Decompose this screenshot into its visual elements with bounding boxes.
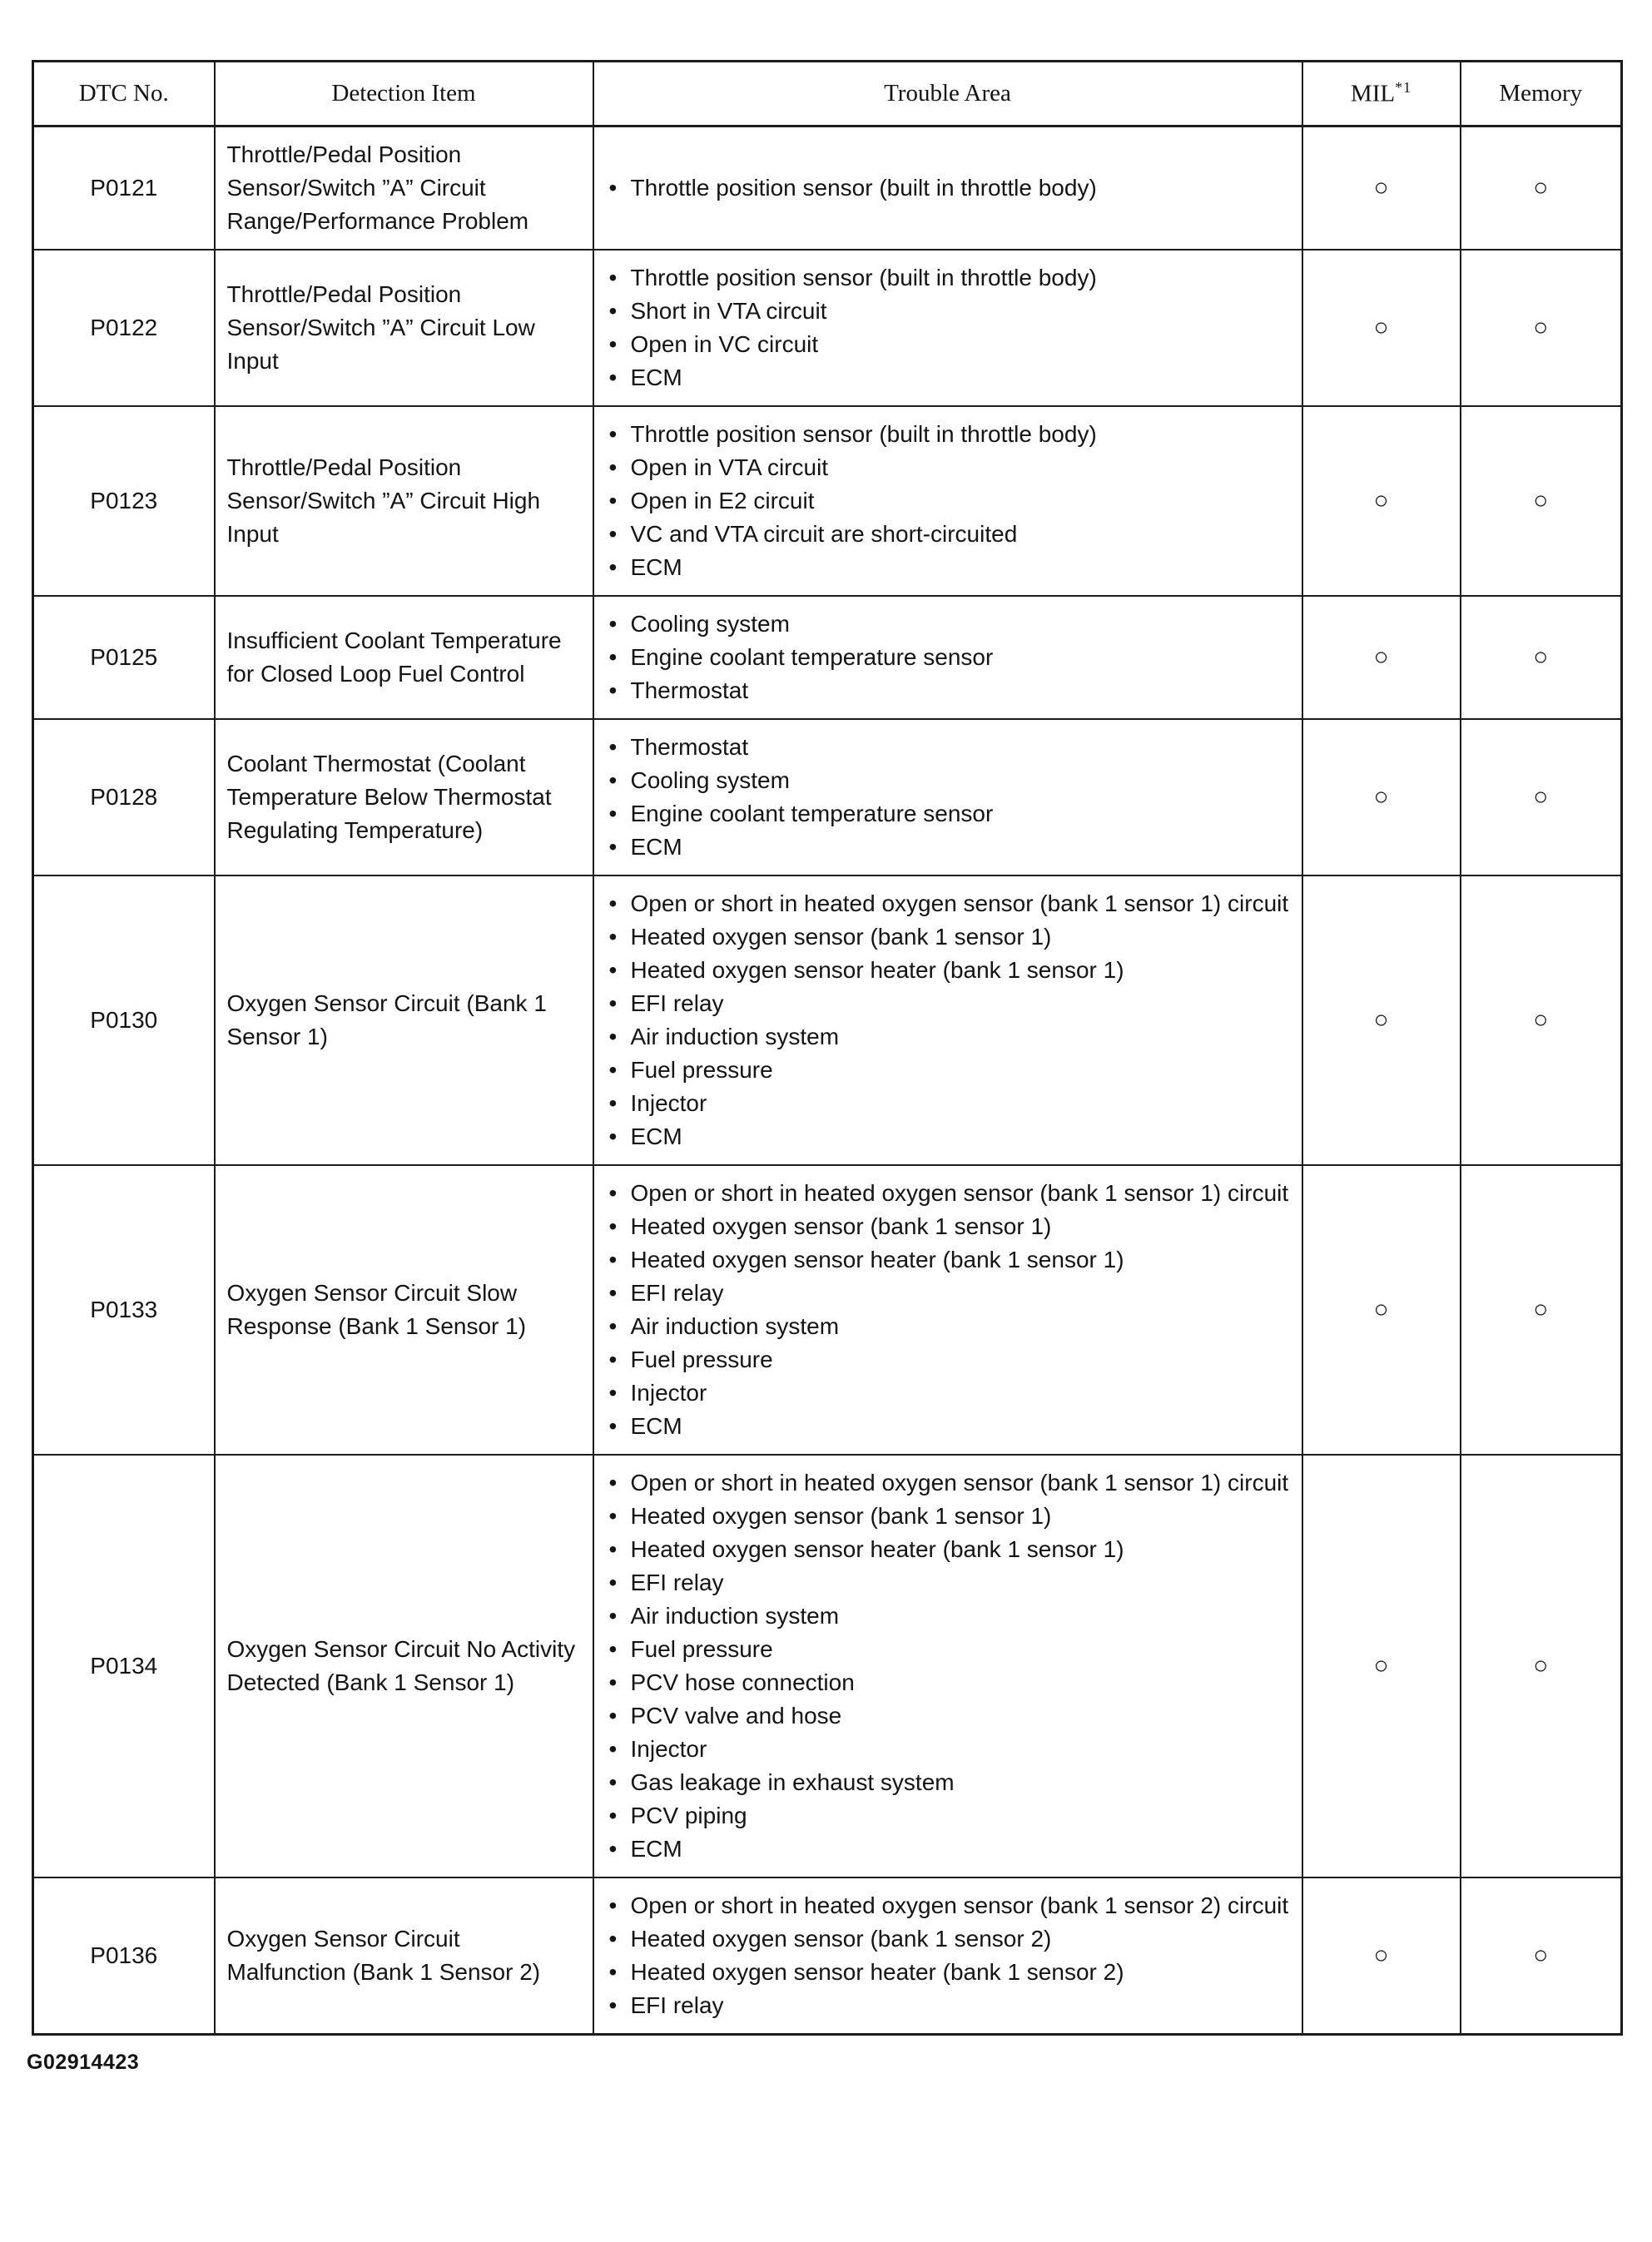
trouble-area-cell	[593, 406, 1302, 596]
bullet-icon: •	[608, 1635, 618, 1662]
detection-item-cell	[215, 406, 593, 596]
mil-cell	[1302, 596, 1461, 719]
bullet-icon: •	[608, 1502, 618, 1529]
header-mil-label: MIL	[1350, 80, 1396, 107]
bullet-icon: •	[608, 1802, 618, 1828]
bullet-icon: •	[608, 1958, 618, 1985]
bullet-icon: •	[608, 520, 618, 547]
trouble-item: • Open or short in heated oxygen sensor (bank 1 sensor 1) circuit	[606, 1466, 1290, 1500]
memory-indicator-circle: ○	[1533, 1295, 1549, 1323]
trouble-item: • Heated oxygen sensor heater (bank 1 sensor 1)	[606, 1243, 1290, 1277]
bullet-icon: •	[608, 364, 618, 390]
bullet-icon: •	[608, 1179, 618, 1206]
trouble-item: • Short in VTA circuit	[606, 295, 1290, 328]
detection-item-cell	[215, 1455, 593, 1877]
bullet-icon: •	[608, 1213, 618, 1239]
table-row	[33, 406, 1622, 596]
bullet-icon: •	[608, 1469, 618, 1495]
trouble-item: • Open in E2 circuit	[606, 484, 1290, 518]
memory-indicator-circle: ○	[1533, 173, 1549, 201]
bullet-icon: •	[608, 1346, 618, 1372]
header-mil	[1302, 62, 1461, 126]
mil-indicator-circle: ○	[1373, 1295, 1389, 1323]
mil-cell	[1302, 1165, 1461, 1455]
trouble-item: • Heated oxygen sensor (bank 1 sensor 1)	[606, 1210, 1290, 1243]
dtc-code: P0130	[90, 1006, 158, 1033]
bullet-icon: •	[608, 1892, 618, 1918]
bullet-icon: •	[608, 297, 618, 324]
header-dtc-no-label: DTC No.	[78, 79, 169, 107]
dtc-code: P0136	[90, 1942, 158, 1968]
header-detection-item-label: Detection Item	[331, 79, 476, 107]
dtc-no-cell	[33, 250, 215, 406]
trouble-list	[606, 887, 1290, 1153]
bullet-icon: •	[608, 553, 618, 580]
trouble-area-cell	[593, 719, 1302, 875]
trouble-item: • Air induction system	[606, 1310, 1290, 1343]
table-row	[33, 1455, 1622, 1877]
detection-item-text: Throttle/Pedal Position Sensor/Switch ”A” Circuit Low Input	[226, 280, 535, 374]
trouble-item: • Cooling system	[606, 764, 1290, 797]
trouble-item: • Open or short in heated oxygen sensor (bank 1 sensor 2) circuit	[606, 1889, 1290, 1922]
bullet-icon: •	[608, 1246, 618, 1272]
bullet-icon: •	[608, 610, 618, 637]
mil-indicator-circle: ○	[1373, 313, 1389, 341]
header-row	[33, 62, 1622, 126]
trouble-item: • Heated oxygen sensor heater (bank 1 sensor 2)	[606, 1956, 1290, 1989]
memory-indicator-circle: ○	[1533, 1005, 1549, 1034]
trouble-item: • Throttle position sensor (built in throttle body)	[606, 261, 1290, 295]
bullet-icon: •	[608, 1702, 618, 1729]
memory-cell	[1461, 1165, 1622, 1455]
bullet-icon: •	[608, 890, 618, 916]
memory-cell	[1461, 875, 1622, 1165]
memory-cell	[1461, 719, 1622, 875]
dtc-no-cell	[33, 406, 215, 596]
trouble-item: • VC and VTA circuit are short-circuited	[606, 518, 1290, 551]
detection-item-cell	[215, 126, 593, 250]
memory-indicator-circle: ○	[1533, 313, 1549, 341]
dtc-code: P0133	[90, 1296, 158, 1322]
bullet-icon: •	[608, 487, 618, 513]
trouble-area-cell	[593, 1455, 1302, 1877]
trouble-item: • Gas leakage in exhaust system	[606, 1766, 1290, 1799]
trouble-item: • Open or short in heated oxygen sensor (bank 1 sensor 1) circuit	[606, 1177, 1290, 1210]
trouble-area-cell	[593, 596, 1302, 719]
memory-indicator-circle: ○	[1533, 1651, 1549, 1679]
dtc-no-cell	[33, 1165, 215, 1455]
bullet-icon: •	[608, 1669, 618, 1695]
detection-item-cell	[215, 875, 593, 1165]
trouble-item: • EFI relay	[606, 1566, 1290, 1600]
bullet-icon: •	[608, 1768, 618, 1795]
detection-item-text: Oxygen Sensor Circuit (Bank 1 Sensor 1)	[226, 990, 547, 1049]
table-row	[33, 596, 1622, 719]
memory-indicator-circle: ○	[1533, 486, 1549, 514]
bullet-icon: •	[608, 1123, 618, 1149]
bullet-icon: •	[608, 800, 618, 826]
dtc-table	[32, 60, 1623, 2036]
trouble-item: • Thermostat	[606, 731, 1290, 764]
dtc-no-cell	[33, 596, 215, 719]
mil-indicator-circle: ○	[1373, 173, 1389, 201]
trouble-item: • PCV valve and hose	[606, 1699, 1290, 1733]
trouble-item: • Injector	[606, 1376, 1290, 1410]
dtc-code: P0123	[90, 487, 158, 513]
trouble-area-cell	[593, 1165, 1302, 1455]
bullet-icon: •	[608, 1735, 618, 1762]
detection-item-text: Throttle/Pedal Position Sensor/Switch ”A” Circuit Range/Performance Problem	[226, 141, 529, 234]
trouble-item: • EFI relay	[606, 1989, 1290, 2022]
table-row	[33, 719, 1622, 875]
trouble-area-cell	[593, 1877, 1302, 2035]
trouble-item: • Heated oxygen sensor (bank 1 sensor 2)	[606, 1922, 1290, 1956]
trouble-item: • Fuel pressure	[606, 1054, 1290, 1087]
detection-item-text: Oxygen Sensor Circuit Malfunction (Bank 1 Sensor 2)	[226, 1925, 541, 1985]
mil-footnote-marker: *1	[1395, 79, 1412, 96]
trouble-item: • ECM	[606, 1833, 1290, 1866]
trouble-list	[606, 1889, 1290, 2022]
dtc-code: P0122	[90, 314, 158, 340]
trouble-item: • ECM	[606, 1410, 1290, 1443]
bullet-icon: •	[608, 1056, 618, 1083]
memory-cell	[1461, 596, 1622, 719]
trouble-item: • Air induction system	[606, 1600, 1290, 1633]
trouble-list	[606, 418, 1290, 584]
trouble-list	[606, 608, 1290, 707]
memory-indicator-circle: ○	[1533, 782, 1549, 811]
bullet-icon: •	[608, 1602, 618, 1629]
memory-cell	[1461, 406, 1622, 596]
table-header	[33, 62, 1622, 126]
trouble-item: • EFI relay	[606, 987, 1290, 1020]
memory-indicator-circle: ○	[1533, 1941, 1549, 1969]
trouble-item: • EFI relay	[606, 1277, 1290, 1310]
trouble-item: • ECM	[606, 1120, 1290, 1153]
memory-cell	[1461, 250, 1622, 406]
dtc-code: P0128	[90, 783, 158, 810]
bullet-icon: •	[608, 174, 618, 201]
mil-indicator-circle: ○	[1373, 486, 1389, 514]
header-trouble-area	[593, 62, 1302, 126]
memory-cell	[1461, 1877, 1622, 2035]
bullet-icon: •	[608, 454, 618, 480]
dtc-no-cell	[33, 1455, 215, 1877]
bullet-icon: •	[608, 1535, 618, 1562]
mil-cell	[1302, 1455, 1461, 1877]
mil-indicator-circle: ○	[1373, 642, 1389, 671]
trouble-item: • ECM	[606, 831, 1290, 864]
trouble-item: • Injector	[606, 1733, 1290, 1766]
mil-cell	[1302, 875, 1461, 1165]
trouble-list	[606, 171, 1290, 205]
detection-item-text: Throttle/Pedal Position Sensor/Switch ”A” Circuit High Input	[226, 454, 541, 547]
mil-indicator-circle: ○	[1373, 1651, 1389, 1679]
trouble-area-cell	[593, 250, 1302, 406]
mil-cell	[1302, 126, 1461, 250]
trouble-item: • Heated oxygen sensor (bank 1 sensor 1)	[606, 1500, 1290, 1533]
memory-cell	[1461, 1455, 1622, 1877]
mil-indicator-circle: ○	[1373, 1941, 1389, 1969]
trouble-item: • Throttle position sensor (built in throttle body)	[606, 171, 1290, 205]
memory-cell	[1461, 126, 1622, 250]
bullet-icon: •	[608, 643, 618, 670]
trouble-list	[606, 1177, 1290, 1443]
dtc-no-cell	[33, 875, 215, 1165]
header-memory	[1461, 62, 1622, 126]
header-detection-item	[215, 62, 593, 126]
detection-item-cell	[215, 250, 593, 406]
bullet-icon: •	[608, 1379, 618, 1406]
detection-item-cell	[215, 596, 593, 719]
table-body	[33, 126, 1622, 2034]
trouble-area-cell	[593, 875, 1302, 1165]
trouble-item: • Injector	[606, 1087, 1290, 1120]
bullet-icon: •	[608, 420, 618, 447]
header-dtc-no	[33, 62, 215, 126]
table-row	[33, 875, 1622, 1165]
mil-cell	[1302, 1877, 1461, 2035]
trouble-item: • ECM	[606, 361, 1290, 394]
table-row	[33, 126, 1622, 250]
header-memory-label: Memory	[1499, 79, 1583, 107]
detection-item-cell	[215, 719, 593, 875]
bullet-icon: •	[608, 956, 618, 983]
trouble-item: • Open in VC circuit	[606, 328, 1290, 361]
bullet-icon: •	[608, 1412, 618, 1439]
bullet-icon: •	[608, 766, 618, 793]
bullet-icon: •	[608, 1992, 618, 2018]
bullet-icon: •	[608, 833, 618, 860]
detection-item-text: Oxygen Sensor Circuit No Activity Detected (Bank 1 Sensor 1)	[226, 1635, 576, 1695]
bullet-icon: •	[608, 1569, 618, 1595]
trouble-item: • Open or short in heated oxygen sensor (bank 1 sensor 1) circuit	[606, 887, 1290, 920]
bullet-icon: •	[608, 1279, 618, 1306]
dtc-no-cell	[33, 126, 215, 250]
trouble-item: • Fuel pressure	[606, 1343, 1290, 1376]
bullet-icon: •	[608, 990, 618, 1016]
trouble-list	[606, 261, 1290, 394]
bullet-icon: •	[608, 1312, 618, 1339]
trouble-item: • Heated oxygen sensor (bank 1 sensor 1)	[606, 920, 1290, 954]
trouble-item: • PCV piping	[606, 1799, 1290, 1833]
detection-item-text: Insufficient Coolant Temperature for Closed Loop Fuel Control	[226, 627, 562, 687]
trouble-item: • Heated oxygen sensor heater (bank 1 sensor 1)	[606, 1533, 1290, 1566]
mil-cell	[1302, 406, 1461, 596]
trouble-item: • Open in VTA circuit	[606, 451, 1290, 484]
mil-indicator-circle: ○	[1373, 782, 1389, 811]
figure-code: G02914423	[27, 2050, 140, 2074]
table-row	[33, 250, 1622, 406]
mil-indicator-circle: ○	[1373, 1005, 1389, 1034]
table-row	[33, 1877, 1622, 2035]
bullet-icon: •	[608, 1835, 618, 1862]
trouble-item: • Engine coolant temperature sensor	[606, 641, 1290, 674]
header-trouble-area-label: Trouble Area	[884, 79, 1011, 107]
bullet-icon: •	[608, 330, 618, 357]
trouble-item: • Heated oxygen sensor heater (bank 1 sensor 1)	[606, 954, 1290, 987]
dtc-no-cell	[33, 1877, 215, 2035]
trouble-item: • Fuel pressure	[606, 1633, 1290, 1666]
dtc-code: P0121	[90, 174, 158, 201]
trouble-list	[606, 1466, 1290, 1866]
trouble-item: • Engine coolant temperature sensor	[606, 797, 1290, 831]
bullet-icon: •	[608, 264, 618, 290]
dtc-code: P0134	[90, 1652, 158, 1679]
dtc-code: P0125	[90, 643, 158, 670]
bullet-icon: •	[608, 733, 618, 760]
detection-item-cell	[215, 1877, 593, 2035]
bullet-icon: •	[608, 1023, 618, 1049]
bullet-icon: •	[608, 1089, 618, 1116]
trouble-item: • Throttle position sensor (built in throttle body)	[606, 418, 1290, 451]
mil-cell	[1302, 250, 1461, 406]
memory-indicator-circle: ○	[1533, 642, 1549, 671]
trouble-item: • PCV hose connection	[606, 1666, 1290, 1699]
bullet-icon: •	[608, 677, 618, 703]
detection-item-text: Coolant Thermostat (Coolant Temperature Below Thermostat Regulating Temperature)	[226, 750, 552, 843]
trouble-item: • Thermostat	[606, 674, 1290, 707]
bullet-icon: •	[608, 923, 618, 950]
trouble-list	[606, 731, 1290, 864]
detection-item-text: Oxygen Sensor Circuit Slow Response (Bank 1 Sensor 1)	[226, 1279, 527, 1339]
bullet-icon: •	[608, 1925, 618, 1952]
trouble-item: • ECM	[606, 551, 1290, 584]
trouble-item: • Air induction system	[606, 1020, 1290, 1054]
table-row	[33, 1165, 1622, 1455]
mil-cell	[1302, 719, 1461, 875]
dtc-no-cell	[33, 719, 215, 875]
trouble-item: • Cooling system	[606, 608, 1290, 641]
trouble-area-cell	[593, 126, 1302, 250]
detection-item-cell	[215, 1165, 593, 1455]
